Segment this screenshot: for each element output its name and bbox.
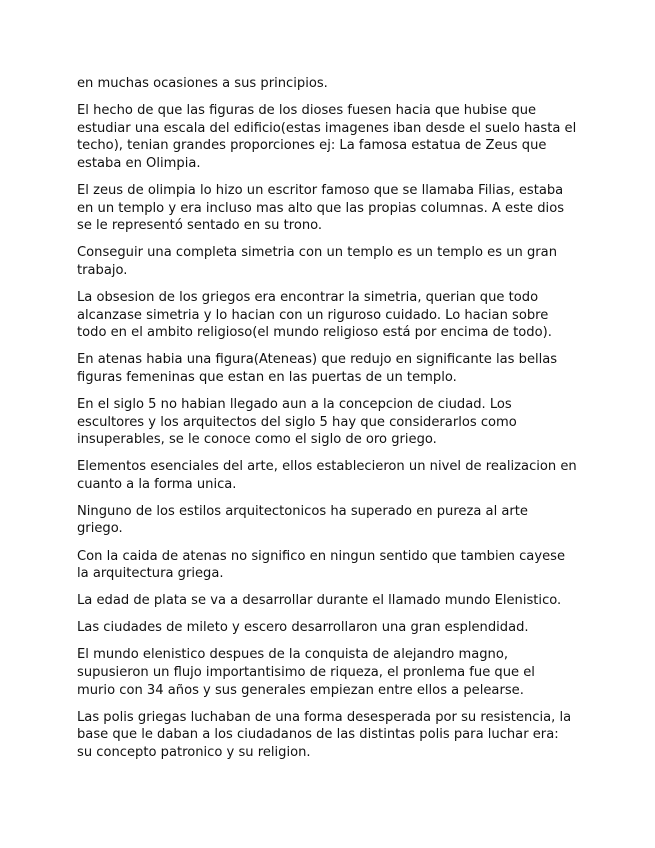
paragraph: Con la caida de atenas no significo en ningun sentido que tambien cayese la arquitectura griega. — [77, 548, 566, 582]
paragraph: Conseguir una completa simetria con un templo es un templo es un gran trabajo. — [77, 245, 557, 278]
paragraph: Elementos esenciales del arte, ellos establecieron un nivel de realizacion en cuanto a la forma unica. — [77, 459, 577, 492]
paragraph: Las ciudades de mileto y escero desarrollaron una gran esplendidad. — [77, 620, 529, 636]
document-body — [77, 75, 577, 771]
paragraph: Ninguno de los estilos arquitectonicos ha superado en pureza al arte griego. — [77, 503, 528, 537]
paragraph: El mundo elenistico despues de la conquista de alejandro magno, supusieron un flujo importantisimo de riqueza, el pronlema fue que el murio con 34 años y sus generales empiezan entre ellos a pelearse. — [77, 647, 535, 698]
paragraph: El hecho de que las figuras de los dioses fuesen hacia que hubise que estudiar una escala del edificio(estas imagenes iban desde el suelo hasta el techo), tenian grandes proporciones ej: La famosa estatua de Zeus que estaba en Olimpia. — [77, 103, 577, 171]
paragraph: El zeus de olimpia lo hizo un escritor famoso que se llamaba Filias, estaba en un templo y era incluso mas alto que las propias columnas. A este dios se le representó sentado en su trono. — [77, 182, 565, 234]
paragraph: Las polis griegas luchaban de una forma desesperada por su resistencia, la base que le daban a los ciudadanos de las distintas polis para luchar era: su concepto patronico y su religion. — [77, 709, 572, 760]
paragraph: En el siglo 5 no habian llegado aun a la concepcion de ciudad. Los escultores y los arquitectos del siglo 5 hay que considerarlos como insuperables, se le conoce como el siglo de oro griego. — [77, 396, 517, 448]
paragraph: en muchas ocasiones a sus principios. — [77, 76, 328, 91]
paragraph: La obsesion de los griegos era encontrar la simetria, querian que todo alcanzase simetria y lo hacian con un riguroso cuidado. Lo hacian sobre todo en el ambito religioso(el mundo religioso está por encima de todo). — [77, 289, 552, 341]
paragraph: En atenas habia una figura(Ateneas) que redujo en significante las bellas figuras femeninas que estan en las puertas de un templo. — [77, 352, 558, 385]
paragraph: La edad de plata se va a desarrollar durante el llamado mundo Elenistico. — [77, 593, 562, 609]
